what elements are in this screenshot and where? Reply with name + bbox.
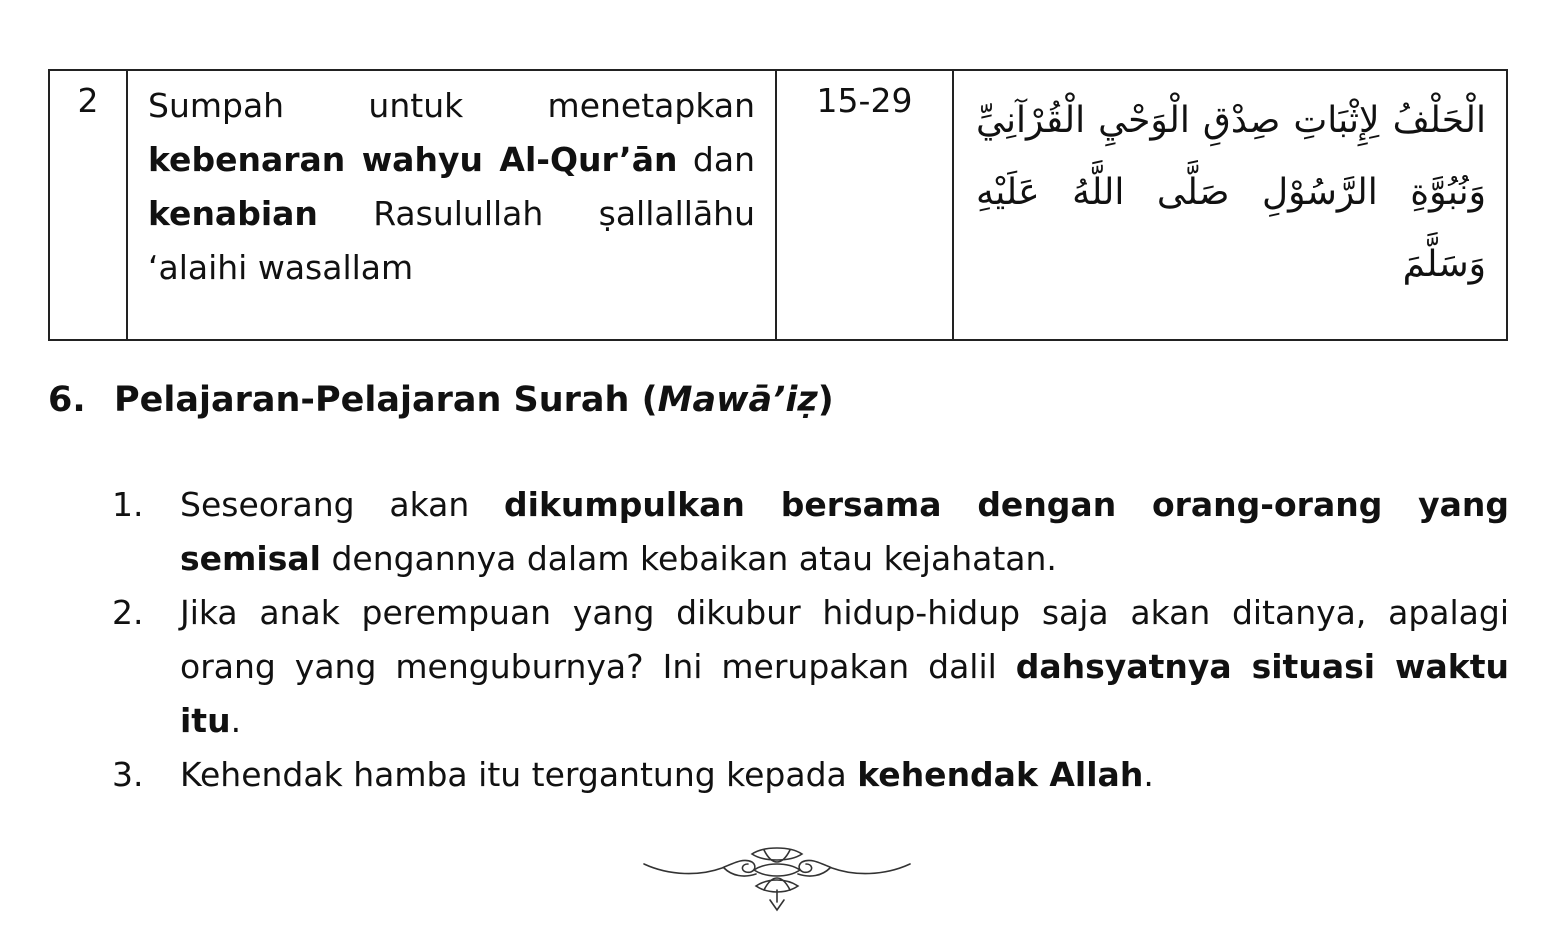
lesson-bold: kehendak Allah	[857, 755, 1144, 794]
section-title: Pelajaran-Pelajaran Surah (	[114, 380, 658, 420]
lessons-list	[112, 478, 1509, 802]
list-item	[112, 478, 1509, 586]
section-heading	[48, 380, 834, 420]
section-number: 6.	[48, 380, 86, 420]
description-bold: kenabian	[148, 194, 318, 233]
lesson-text: dengannya dalam kebaikan atau kejahatan.	[320, 539, 1057, 578]
lesson-text: Kehendak hamba itu tergantung kepada	[180, 755, 858, 794]
ayat-range-cell	[776, 70, 953, 340]
list-item	[112, 748, 1509, 802]
flourish-divider-icon	[640, 840, 914, 918]
description-text: dan	[677, 140, 755, 179]
arabic-cell	[953, 70, 1507, 340]
description-text: Sumpah untuk menetapkan	[148, 86, 755, 125]
lesson-bold: dahsyatnya situasi waktu itu	[180, 647, 1509, 740]
lesson-text: .	[1143, 755, 1154, 794]
description-text: Rasulullah ṣallallāhu ‘alaihi wasallam	[148, 194, 755, 287]
row-number: 2	[77, 81, 99, 120]
section-title-close: )	[817, 380, 834, 420]
lesson-text: .	[230, 701, 242, 740]
section-title-italic: Mawā’iẓ	[657, 380, 818, 420]
theme-table	[48, 69, 1508, 341]
row-number-cell	[49, 70, 127, 340]
list-marker: 3.	[112, 755, 144, 794]
table-row	[49, 70, 1507, 340]
ayat-range: 15-29	[816, 81, 913, 120]
lesson-bold: dikumpulkan bersama dengan orang-orang yang semisal	[180, 485, 1509, 578]
lesson-text: Seseorang akan	[180, 485, 505, 524]
list-item	[112, 586, 1509, 748]
arabic-text: الْحَلْفُ لِإِثْبَاتِ صِدْقِ الْوَحْيِ الْقُرْآنِيِّ وَنُبُوَّةِ الرَّسُوْلِ صَلَّى اللَّهُ عَلَيْهِ وَسَلَّمَ	[976, 100, 1486, 285]
list-marker: 1.	[112, 485, 144, 524]
list-marker: 2.	[112, 593, 144, 632]
lesson-text: Jika anak perempuan yang dikubur hidup-hidup saja akan ditanya, apalagi orang yang menguburnya? Ini merupakan dalil	[180, 593, 1509, 686]
description-cell	[127, 70, 776, 340]
description-bold: kebenaran wahyu Al-Qur’ān	[148, 140, 678, 179]
